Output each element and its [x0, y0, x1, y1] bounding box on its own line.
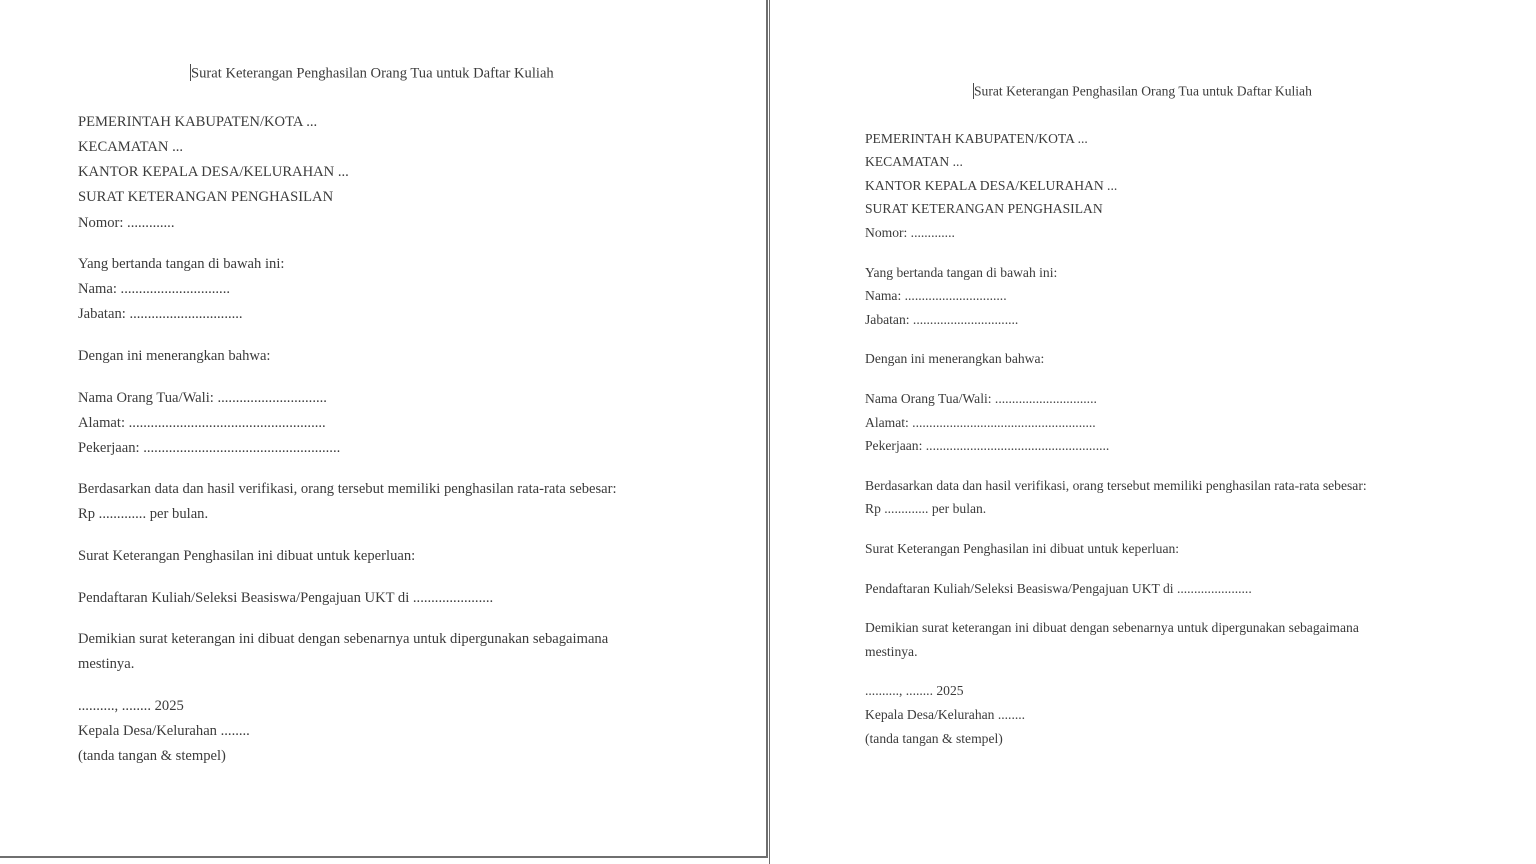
document-body-left[interactable] — [0, 0, 766, 764]
closing-line-1-left: Demikian surat keterangan ini dibuat dengan sebenarnya untuk dipergunakan sebagaimana — [78, 631, 609, 648]
purpose-right: Pendaftaran Kuliah/Seleksi Beasiswa/Pengajuan UKT di ...................... — [865, 580, 1252, 596]
signature-role-right: Kepala Desa/Kelurahan ........ — [865, 706, 1026, 722]
header-line-4-left: SURAT KETERANGAN PENGHASILAN — [78, 189, 334, 206]
subject-alamat-right: Alamat: ...................................................... — [865, 414, 1096, 430]
signature-place-date-right: .........., ........ 2025 — [865, 683, 964, 699]
header-nomor-left: Nomor: ............. — [78, 214, 175, 231]
purpose-intro-left: Surat Keterangan Penghasilan ini dibuat untuk keperluan: — [78, 547, 416, 564]
signatory-intro-left: Yang bertanda tangan di bawah ini: — [78, 256, 285, 273]
signatory-intro-right: Yang bertanda tangan di bawah ini: — [865, 264, 1058, 280]
subject-alamat-left: Alamat: ...................................................... — [78, 414, 326, 431]
subject-nama-left: Nama Orang Tua/Wali: .............................. — [78, 389, 327, 406]
document-title-left[interactable] — [78, 0, 766, 81]
header-line-4-right: SURAT KETERANGAN PENGHASILAN — [865, 201, 1103, 217]
document-title-right[interactable] — [865, 0, 1536, 99]
income-line-1-right: Berdasarkan data dan hasil verifikasi, orang tersebut memiliki penghasilan rata-rata sebesar: — [865, 477, 1367, 493]
header-line-2-left: KECAMATAN ... — [78, 139, 184, 156]
closing-line-2-right: mestinya. — [865, 643, 918, 659]
subject-nama-right: Nama Orang Tua/Wali: .............................. — [865, 390, 1097, 406]
document-pane-left[interactable] — [0, 0, 768, 858]
closing-line-2-left: mestinya. — [78, 656, 135, 673]
document-pane-right[interactable] — [770, 0, 1536, 864]
signature-note-left: (tanda tangan & stempel) — [78, 748, 226, 765]
signatory-nama-left: Nama: .............................. — [78, 281, 231, 298]
closing-line-1-right: Demikian surat keterangan ini dibuat dengan sebenarnya untuk dipergunakan sebagaimana — [865, 620, 1359, 636]
header-line-3-right: KANTOR KEPALA DESA/KELURAHAN ... — [865, 177, 1118, 193]
document-title-text-left: Surat Keterangan Penghasilan Orang Tua untuk Daftar Kuliah — [191, 65, 554, 82]
subject-pekerjaan-left: Pekerjaan: ...................................................... — [78, 439, 341, 456]
declaration-left: Dengan ini menerangkan bahwa: — [78, 347, 271, 364]
purpose-left: Pendaftaran Kuliah/Seleksi Beasiswa/Pengajuan UKT di ...................... — [78, 589, 494, 606]
header-line-1-left: PEMERINTAH KABUPATEN/KOTA ... — [78, 114, 318, 131]
signature-role-left: Kepala Desa/Kelurahan ........ — [78, 722, 250, 739]
document-title-text-right: Surat Keterangan Penghasilan Orang Tua untuk Daftar Kuliah — [974, 83, 1312, 99]
document-body-right[interactable] — [770, 0, 1536, 745]
income-line-2-right: Rp ............. per bulan. — [865, 501, 987, 517]
signature-note-right: (tanda tangan & stempel) — [865, 730, 1003, 746]
signature-place-date-left: .........., ........ 2025 — [78, 697, 184, 714]
header-line-3-left: KANTOR KEPALA DESA/KELURAHAN ... — [78, 164, 349, 181]
header-line-1-right: PEMERINTAH KABUPATEN/KOTA ... — [865, 130, 1088, 146]
income-line-2-left: Rp ............. per bulan. — [78, 506, 209, 523]
purpose-intro-right: Surat Keterangan Penghasilan ini dibuat untuk keperluan: — [865, 540, 1180, 556]
signatory-jabatan-right: Jabatan: ............................... — [865, 311, 1019, 327]
header-nomor-right: Nomor: ............. — [865, 225, 955, 240]
signatory-jabatan-left: Jabatan: ............................... — [78, 306, 243, 323]
income-line-1-left: Berdasarkan data dan hasil verifikasi, orang tersebut memiliki penghasilan rata-rata sebesar: — [78, 481, 617, 498]
subject-pekerjaan-right: Pekerjaan: ...................................................... — [865, 438, 1110, 454]
signatory-nama-right: Nama: .............................. — [865, 288, 1007, 304]
declaration-right: Dengan ini menerangkan bahwa: — [865, 351, 1045, 367]
header-line-2-right: KECAMATAN ... — [865, 154, 963, 170]
